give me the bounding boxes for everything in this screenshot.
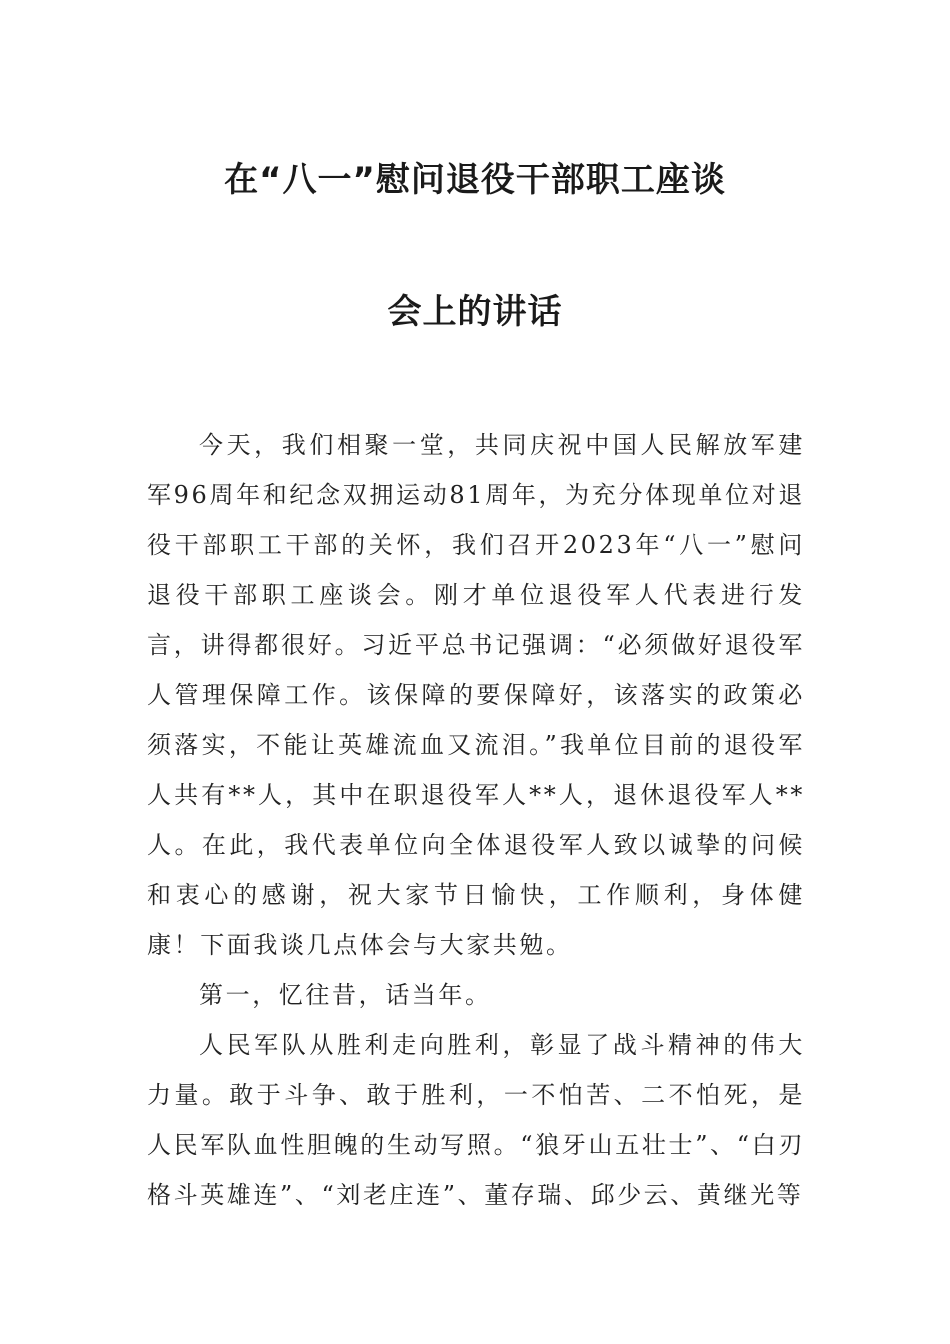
paragraph-section-body: 人民军队从胜利走向胜利，彰显了战斗精神的伟大力量。敢于斗争、敢于胜利，一不怕苦、二不怕死，是人民军队血性胆魄的生动写照。“狼牙山五壮士”、“白刃格斗英雄连”、“刘老庄连”、董存瑞、邱少云、黄继光等 xyxy=(147,1031,805,1209)
paragraph-opening: 今天，我们相聚一堂，共同庆祝中国人民解放军建军96周年和纪念双拥运动81周年，为充分体现单位对退役干部职工干部的关怀，我们召开2023年“八一”慰问退役干部职工座谈会。刚才单位退役军人代表进行发言，讲得都很好。习近平总书记强调：“必须做好退役军人管理保障工作。该保障的要保障好，该落实的政策必须落实，不能让英雄流血又流泪。”我单位目前的退役军人共有**人，其中在职退役军人**人，退休退役军人**人。在此，我代表单位向全体退役军人致以诚挚的问候和衷心的感谢，祝大家节日愉快，工作顺利，身体健康！下面我谈几点体会与大家共勉。 xyxy=(147,431,805,959)
paragraph-section-heading: 第一，忆往昔，话当年。 xyxy=(199,981,492,1009)
document-body xyxy=(147,420,805,1220)
document-title-line-1: 在“八一”慰问退役干部职工座谈 xyxy=(224,160,726,200)
document-title-line-2: 会上的讲话 xyxy=(387,292,563,332)
